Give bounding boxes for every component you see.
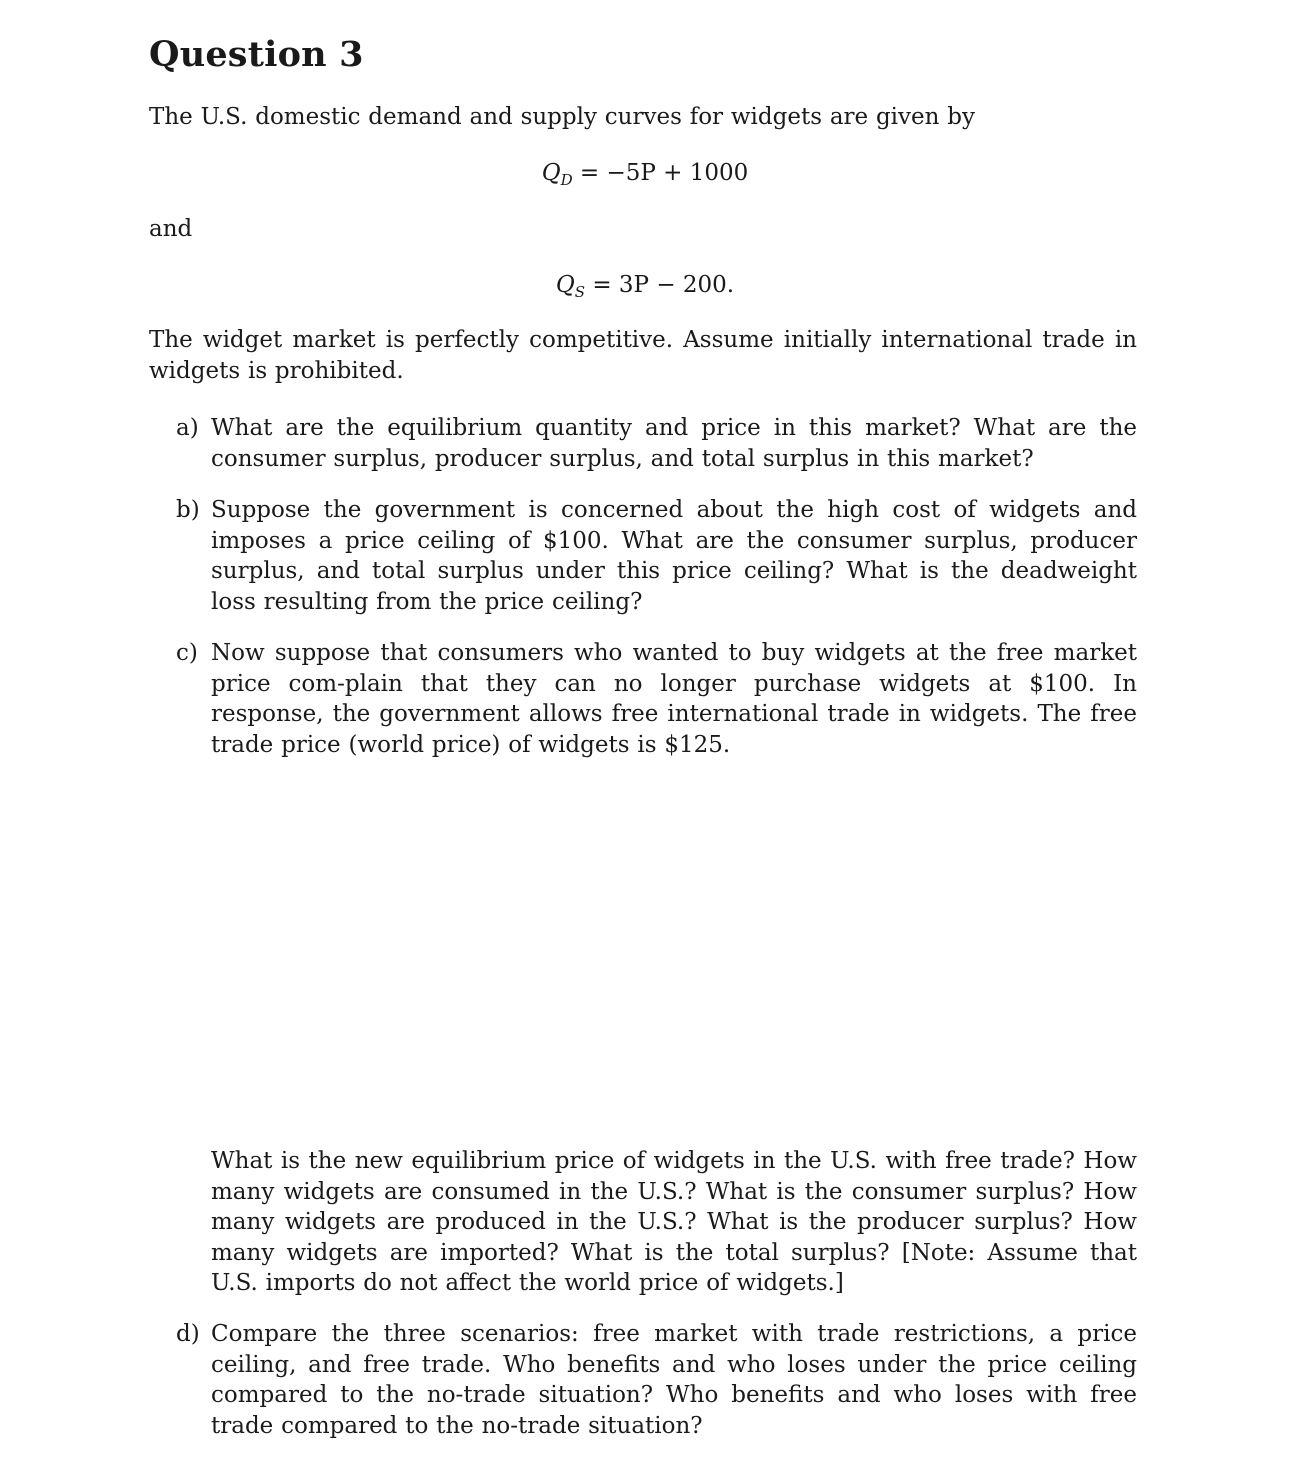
part-text: Now suppose that consumers who wanted to buy widgets at the free market price com-plain that they can no longer purchase widgets at $100. In response, the government allows free international trade in widgets. The free trade price (world price) of widgets is $125. [211,640,1137,758]
part-continuation-text: What is the new equilibrium price of widgets in the U.S. with free trade? How many widgets are consumed in the U.S.? What is the consumer surplus? How many widgets are produced in the U.S.? What is the producer surplus? How many widgets are imported? What is the total surplus? [Note: Assume that U.S. imports do not affect the world price of widgets.] [211,1148,1137,1296]
supply-q: Q [555,272,575,298]
part-a [149,413,1137,474]
part-d [149,1319,1137,1441]
part-text: Compare the three scenarios: free market with trade restrictions, a price ceiling, and free trade. Who benefits and who loses under the price ceiling compared to the no-trade situation? Who benefits and who loses with free trade compared to the no-trade situation? [211,1321,1137,1439]
part-label: c) [176,640,198,666]
part-c [149,638,1137,760]
part-label: b) [176,497,200,523]
part-label: a) [176,415,199,441]
demand-equation [0,158,1290,188]
part-text: Suppose the government is concerned about the high cost of widgets and imposes a price ceiling of $100. What are the consumer surplus, producer surplus, and total surplus under this price ceiling? What is the deadweight loss resulting from the price ceiling? [211,497,1137,615]
question-title: Question 3 [149,34,364,75]
connector-text: and [149,216,193,242]
market-text: The widget market is perfectly competitive. Assume initially international trade in widgets is prohibited. [149,327,1137,384]
part-text: What are the equilibrium quantity and price in this market? What are the consumer surplus, producer surplus, and total surplus in this market? [211,415,1137,472]
demand-q: Q [541,160,561,186]
supply-equation [0,270,1290,300]
part-c-continuation [149,1146,1137,1299]
demand-rhs: = −5P + 1000 [572,160,749,186]
demand-subscript: D [560,171,573,189]
part-label: d) [176,1321,200,1347]
part-b [149,495,1137,617]
intro-text: The U.S. domestic demand and supply curves for widgets are given by [149,104,975,130]
supply-subscript: S [574,283,586,301]
supply-rhs: = 3P − 200. [585,272,735,298]
